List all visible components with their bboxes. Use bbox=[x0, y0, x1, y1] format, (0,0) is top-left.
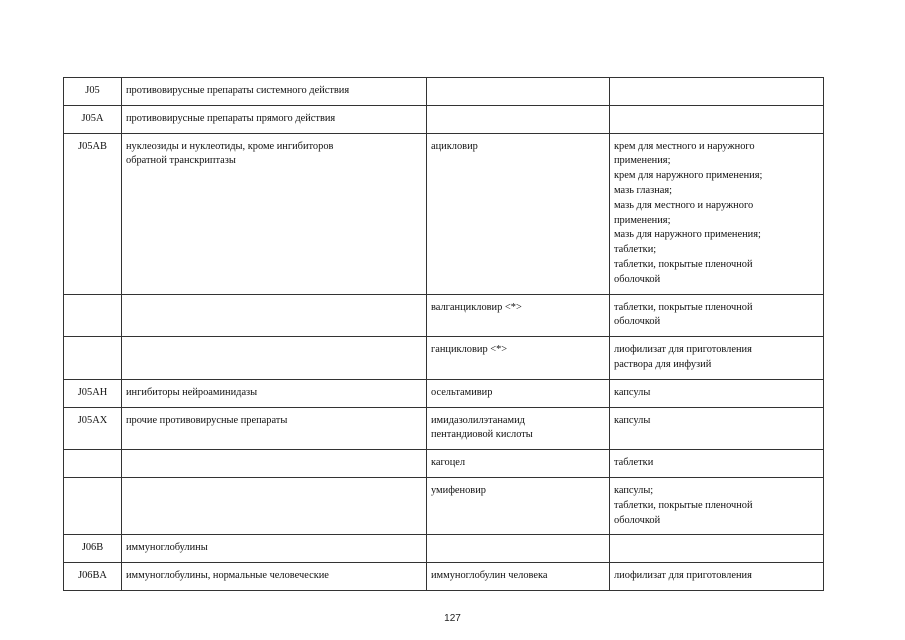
group-cell bbox=[122, 294, 427, 337]
form-cell bbox=[610, 105, 824, 133]
table-row bbox=[64, 535, 824, 563]
table-row bbox=[64, 78, 824, 106]
atc-code-cell: J05AH bbox=[64, 379, 122, 407]
group-cell: ингибиторы нейроаминидазы bbox=[122, 379, 427, 407]
group-cell: иммуноглобулины bbox=[122, 535, 427, 563]
table-row bbox=[64, 379, 824, 407]
table-row bbox=[64, 105, 824, 133]
group-cell bbox=[122, 477, 427, 534]
drug-cell: валганцикловир <*> bbox=[427, 294, 610, 337]
atc-code-cell bbox=[64, 477, 122, 534]
form-cell: лиофилизат для приготовления bbox=[610, 563, 824, 591]
atc-code-cell bbox=[64, 337, 122, 380]
table-row bbox=[64, 407, 824, 450]
atc-code-cell bbox=[64, 450, 122, 478]
atc-code-cell: J06B bbox=[64, 535, 122, 563]
atc-code-cell: J05A bbox=[64, 105, 122, 133]
atc-code-cell bbox=[64, 294, 122, 337]
form-cell: капсулы bbox=[610, 379, 824, 407]
drug-table bbox=[63, 77, 824, 591]
drug-cell: умифеновир bbox=[427, 477, 610, 534]
drug-cell: ацикловир bbox=[427, 133, 610, 294]
table-row bbox=[64, 133, 824, 294]
group-cell bbox=[122, 337, 427, 380]
form-cell: капсулы bbox=[610, 407, 824, 450]
group-cell: противовирусные препараты системного действия bbox=[122, 78, 427, 106]
form-cell: таблетки bbox=[610, 450, 824, 478]
group-cell: прочие противовирусные препараты bbox=[122, 407, 427, 450]
drug-cell: кагоцел bbox=[427, 450, 610, 478]
table-row bbox=[64, 294, 824, 337]
drug-cell bbox=[427, 78, 610, 106]
atc-code-cell: J05AX bbox=[64, 407, 122, 450]
table-row bbox=[64, 477, 824, 534]
drug-cell: имидазолилэтанамид пентандиовой кислоты bbox=[427, 407, 610, 450]
form-cell: лиофилизат для приготовления раствора для инфузий bbox=[610, 337, 824, 380]
page-number: 127 bbox=[444, 613, 461, 624]
form-cell bbox=[610, 78, 824, 106]
form-cell: таблетки, покрытые пленочной оболочкой bbox=[610, 294, 824, 337]
group-cell: иммуноглобулины, нормальные человеческие bbox=[122, 563, 427, 591]
drug-cell: осельтамивир bbox=[427, 379, 610, 407]
table-row bbox=[64, 563, 824, 591]
drug-cell: иммуноглобулин человека bbox=[427, 563, 610, 591]
form-cell bbox=[610, 535, 824, 563]
form-cell: крем для местного и наружного применения; крем для наружного применения; мазь глазная; мазь для местного и наружного применения; мазь для наружного применения; таблетки; таблетки, покрытые пленочной оболочкой bbox=[610, 133, 824, 294]
group-cell: противовирусные препараты прямого действия bbox=[122, 105, 427, 133]
drug-cell bbox=[427, 105, 610, 133]
table-row bbox=[64, 450, 824, 478]
atc-code-cell: J06BA bbox=[64, 563, 122, 591]
drug-cell: ганцикловир <*> bbox=[427, 337, 610, 380]
table-row bbox=[64, 337, 824, 380]
group-cell: нуклеозиды и нуклеотиды, кроме ингибиторов обратной транскриптазы bbox=[122, 133, 427, 294]
drug-cell bbox=[427, 535, 610, 563]
atc-code-cell: J05 bbox=[64, 78, 122, 106]
form-cell: капсулы; таблетки, покрытые пленочной оболочкой bbox=[610, 477, 824, 534]
group-cell bbox=[122, 450, 427, 478]
atc-code-cell: J05AB bbox=[64, 133, 122, 294]
